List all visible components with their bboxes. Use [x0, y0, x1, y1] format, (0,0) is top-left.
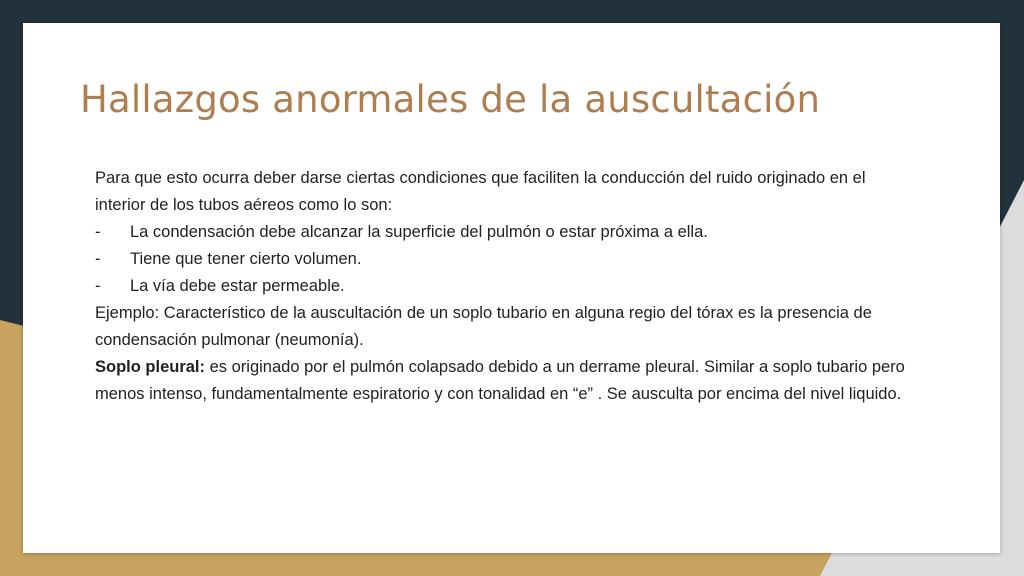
pleural-text: es originado por el pulmón colapsado debido a un derrame pleural. Similar a soplo tubario pero menos intenso, fundamentalmente espiratorio y con tonalidad en “e” . Se ausculta por encima del nivel liquido.: [95, 358, 905, 403]
bullet-text: La condensación debe alcanzar la superficie del pulmón o estar próxima a ella.: [130, 223, 708, 241]
bullet-marker: -: [95, 250, 101, 268]
bullet-item: [95, 219, 915, 246]
bullet-text: Tiene que tener cierto volumen.: [130, 250, 362, 268]
bullet-item: [95, 246, 915, 273]
bullet-marker: -: [95, 277, 101, 295]
slide-body: [95, 165, 915, 408]
pleural-paragraph: [95, 354, 915, 408]
bullet-text: La vía debe estar permeable.: [130, 277, 345, 295]
intro-paragraph: Para que esto ocurra deber darse ciertas condiciones que faciliten la conducción del ruido originado en el interior de los tubos aéreos como lo son:: [95, 169, 866, 214]
bullet-item: [95, 273, 915, 300]
pleural-label: Soplo pleural:: [95, 358, 206, 376]
slide-title: Hallazgos anormales de la auscultación: [80, 78, 821, 121]
example-paragraph: Ejemplo: Característico de la auscultación de un soplo tubario en alguna regio del tórax es la presencia de condensación pulmonar (neumonía).: [95, 304, 872, 349]
bullet-marker: -: [95, 223, 101, 241]
